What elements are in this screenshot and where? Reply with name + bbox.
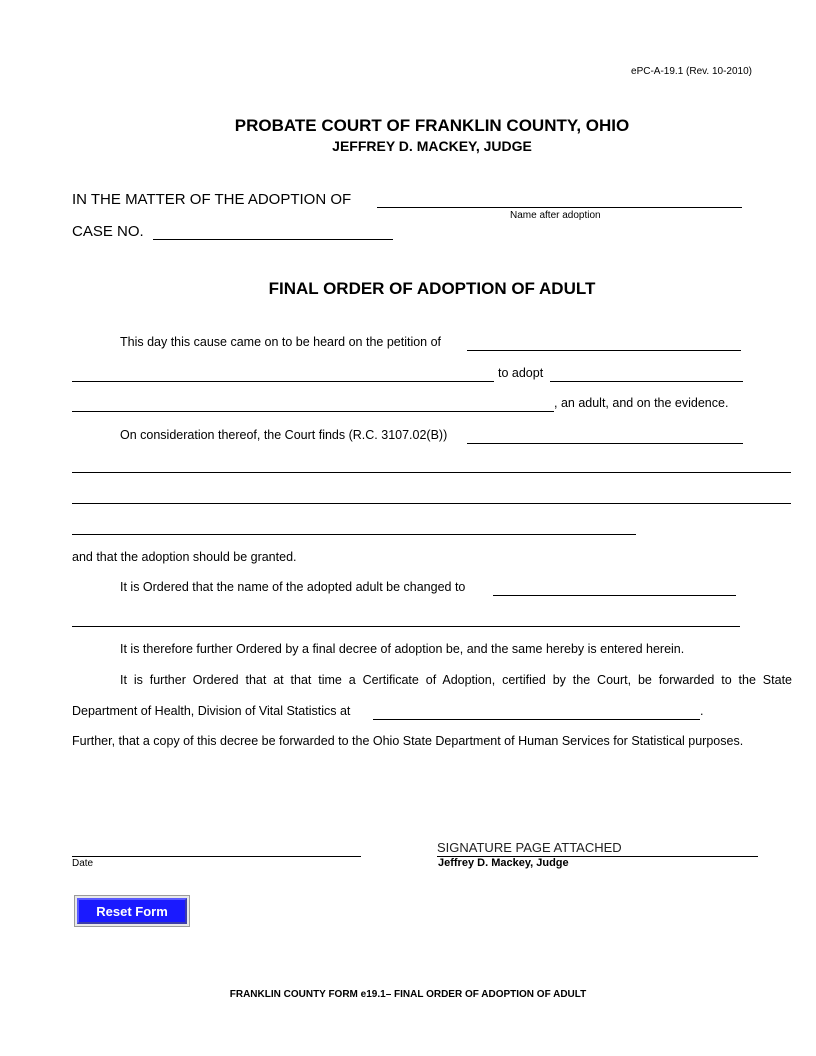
findings-field-3[interactable]	[72, 489, 791, 504]
court-name: PROBATE COURT OF FRANKLIN COUNTY, OHIO	[234, 116, 630, 135]
findings-field[interactable]	[467, 429, 743, 444]
order-title: FINAL ORDER OF ADOPTION OF ADULT	[268, 279, 596, 298]
reset-form-button-frame	[74, 895, 190, 927]
name-after-adoption-caption: Name after adoption	[510, 210, 601, 221]
name-change-text: It is Ordered that the name of the adopted adult be changed to	[120, 580, 466, 594]
new-name-field[interactable]	[493, 581, 736, 596]
case-no-label: CASE NO.	[72, 223, 144, 240]
findings-field-2[interactable]	[72, 458, 791, 473]
form-id: ePC-A-19.1 (Rev. 10-2010)	[631, 66, 752, 77]
granted-text: and that the adoption should be granted.	[72, 550, 297, 564]
to-adopt-text: to adopt	[498, 366, 544, 380]
petition-intro: This day this cause came on to be heard on the petition of	[120, 335, 442, 349]
new-name-field-2[interactable]	[72, 612, 740, 627]
judge-name: JEFFREY D. MACKEY, JUDGE	[332, 138, 532, 154]
signature-field[interactable]	[437, 840, 758, 857]
date-field[interactable]	[72, 842, 361, 857]
adoptee-name-field[interactable]	[377, 193, 742, 208]
judge-signature-label: Jeffrey D. Mackey, Judge	[438, 857, 569, 869]
findings-field-4[interactable]	[72, 520, 636, 535]
petitioner-field[interactable]	[467, 336, 741, 351]
case-no-field[interactable]	[153, 225, 393, 240]
form-footer: FRANKLIN COUNTY FORM e19.1– FINAL ORDER OF ADOPTION OF ADULT	[229, 989, 587, 1000]
certificate-line-2: Department of Health, Division of Vital Statistics at	[72, 704, 351, 718]
consideration-text: On consideration thereof, the Court finds (R.C. 3107.02(B))	[120, 428, 448, 442]
further-text: Further, that a copy of this decree be forwarded to the Ohio State Department of Human Services for Statistical purposes.	[72, 734, 744, 748]
date-label: Date	[72, 858, 94, 869]
petitioner-field-2[interactable]	[72, 367, 494, 382]
adoptee-field-2[interactable]	[72, 397, 554, 412]
reset-form-button[interactable]: Reset Form	[77, 898, 187, 924]
vital-statistics-address-field[interactable]	[373, 705, 700, 720]
certificate-line-1: It is further Ordered that at that time a Certificate of Adoption, certified by the Court, be forwarded to the State	[120, 673, 792, 687]
adoptee-field[interactable]	[550, 367, 743, 382]
period-text: .	[700, 704, 704, 718]
final-decree-text: It is therefore further Ordered by a final decree of adoption be, and the same hereby is entered herein.	[120, 642, 685, 656]
signature-attached-text: SIGNATURE PAGE ATTACHED	[437, 840, 622, 855]
matter-label: IN THE MATTER OF THE ADOPTION OF	[72, 191, 352, 208]
adult-evidence-text: , an adult, and on the evidence.	[554, 396, 729, 410]
